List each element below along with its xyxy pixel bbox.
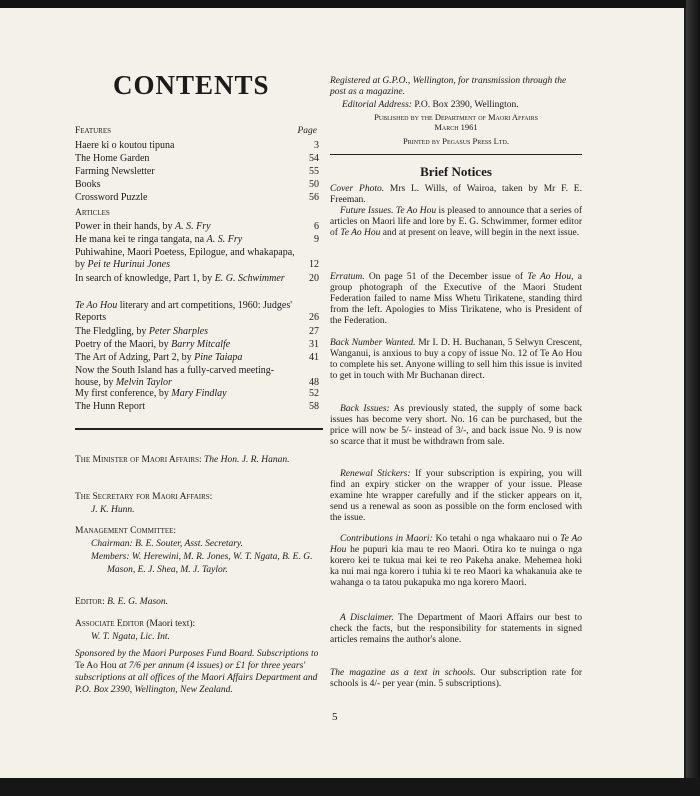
editorial-address: Editorial Address: P.O. Box 2390, Wellington.: [342, 100, 519, 110]
toc-entry: Puhiwahine, Maori Poetess, Epilogue, and whakapapa, by Pei te Hurinui Jones 12: [75, 247, 319, 270]
notice-contributions-maori: Contributions in Maori: Ko tetahi o nga whakaaro nui o Te Ao Hou he pupuri kia mau te reo Maori. Otira ko te nuinga o nga korero kei te tukua mai kei te reo Pakeha anake. Mehemea hoki ka nui mai nga korero i tuhia ki te reo Maori ka whakanuia ake te wahanga o ta tatou pukapuka mo nga korero Maori.: [330, 534, 583, 588]
scan-edge-top: [0, 0, 700, 8]
page-paper: [0, 8, 684, 778]
toc-entry: The Home Garden 54: [75, 153, 319, 164]
toc-entry: Now the South Island has a fully-carved meeting-house, by Melvin Taylor 48: [75, 365, 319, 388]
toc-features-header: [75, 126, 317, 136]
toc-entry: Power in their hands, by A. S. Fry 6: [75, 221, 319, 232]
notice-cover-photo: Cover Photo. Mrs L. Wills, of Wairoa, taken by Mr F. E. Freeman.: [330, 184, 582, 205]
issue-date: March 1961: [434, 122, 478, 132]
toc-entry: The Art of Adzing, Part 2, by Pine Taiapa 41: [75, 352, 319, 363]
brief-notices-heading: Brief Notices: [420, 164, 492, 179]
page-column-label: Page: [297, 126, 317, 136]
masthead-rule: [330, 154, 582, 155]
scan-edge-bottom: [0, 778, 700, 796]
scan-edge-right: [686, 0, 700, 796]
associate-editor-block: Associate Editor (Maori text): W. T. Ngata, Lic. Int.: [75, 619, 196, 642]
notice-future-issues: Future Issues. Te Ao Hou is pleased to announce that a series of articles on Maori life and lore by E. G. Schwimmer, former editor of Te Ao Hou and at present on leave, will begin in the next issue.: [330, 206, 582, 238]
page-number: 5: [332, 711, 338, 723]
toc-entry: My first conference, by Mary Findlay 52: [75, 388, 319, 399]
committee-block: Management Committee: Chairman: B. E. Souter, Asst. Secretary. Members: W. Herewini, M. R. Jones, W. T. Ngata, B. E. G. Mason, E. J. Shea, M. J. Taylor.: [75, 526, 313, 575]
toc-entry: Haere ki o koutou tipuna 3: [75, 140, 319, 151]
secretary-block: The Secretary for Maori Affairs: J. K. Hunn.: [75, 492, 213, 515]
toc-entry: He mana kei te ringa tangata, na A. S. Fry 9: [75, 234, 319, 245]
toc-entry: In search of knowledge, Part 1, by E. G. Schwimmer 20: [75, 273, 319, 284]
notice-schools: The magazine as a text in schools. Our subscription rate for schools is 4/- per year (min. 5 subscriptions).: [330, 668, 583, 689]
notice-back-number: Back Number Wanted. Mr I. D. H. Buchanan, 5 Selwyn Crescent, Wanganui, is anxious to buy a copy of issue No. 12 of Te Ao Hou to complete his set. Anyone willing to sell him this issue is invited to get in touch with Mr Buchanan direct.: [330, 338, 583, 381]
notice-back-issues: Back Issues: As previously stated, the supply of some back issues has become very short. No. 16 can be purchased, but the price will now be 5/- instead of 3/-, and back issue No. 9 is now so scarce that it must be withdrawn from sale.: [330, 404, 582, 447]
toc-entry: The Fledgling, by Peter Sharples 27: [75, 326, 319, 337]
sponsor-block: Sponsored by the Maori Purposes Fund Board. Subscriptions to Te Ao Hou at 7/6 per annum (4 issues) or £1 for three years' subscriptions at all offices of the Maori Affairs Department and P.O. Box 2390, Wellington, New Zealand.: [75, 649, 319, 695]
notice-erratum: Erratum. On page 51 of the December issue of Te Ao Hou, a group photograph of the Executive of the Maori Student Federation failed to name Miss Whetu Tirikatene, standing third from the left. Apologies to Miss Tirikatene, who is President of the Federation.: [330, 272, 583, 326]
articles-label: Articles: [75, 208, 110, 218]
toc-entry: Te Ao Hou literary and art competitions, 1960: Judges' Reports 26: [75, 300, 319, 323]
printer-line: Printed by Pegasus Press Ltd.: [402, 136, 509, 146]
minister-block: The Minister of Maori Affairs: The Hon. J. R. Hanan.: [75, 455, 290, 465]
toc-entry: Poetry of the Maori, by Barry Mitcalfe 31: [75, 339, 319, 350]
toc-entry: Crossword Puzzle 56: [75, 192, 319, 203]
notice-renewal-stickers: Renewal Stickers: If your subscription is expiring, you will find an expiry sticker on the wrapper of your issue. Please examine hte wrapper carefully and if the sticker appears on it, send us a renewal as soon as possible on the form enclosed with the issue.: [330, 469, 582, 523]
notice-disclaimer: A Disclaimer. The Department of Maori Affairs our best to check the facts, but the responsibility for statements in signed articles remains the author's alone.: [330, 613, 583, 645]
toc-entry: Farming Newsletter 55: [75, 166, 319, 177]
registration-note: Registered at G.P.O., Wellington, for transmission through the post as a magazine.: [330, 76, 567, 97]
toc-entry: The Hunn Report 58: [75, 401, 319, 412]
features-label: Features: [75, 126, 112, 136]
toc-entry: Books 50: [75, 179, 319, 190]
divider-rule: [75, 428, 323, 430]
publisher-line: Published by the Department of Maori Affairs: [374, 112, 538, 122]
editor-block: Editor: B. E. G. Mason.: [75, 597, 169, 607]
page-title: CONTENTS: [113, 70, 270, 100]
